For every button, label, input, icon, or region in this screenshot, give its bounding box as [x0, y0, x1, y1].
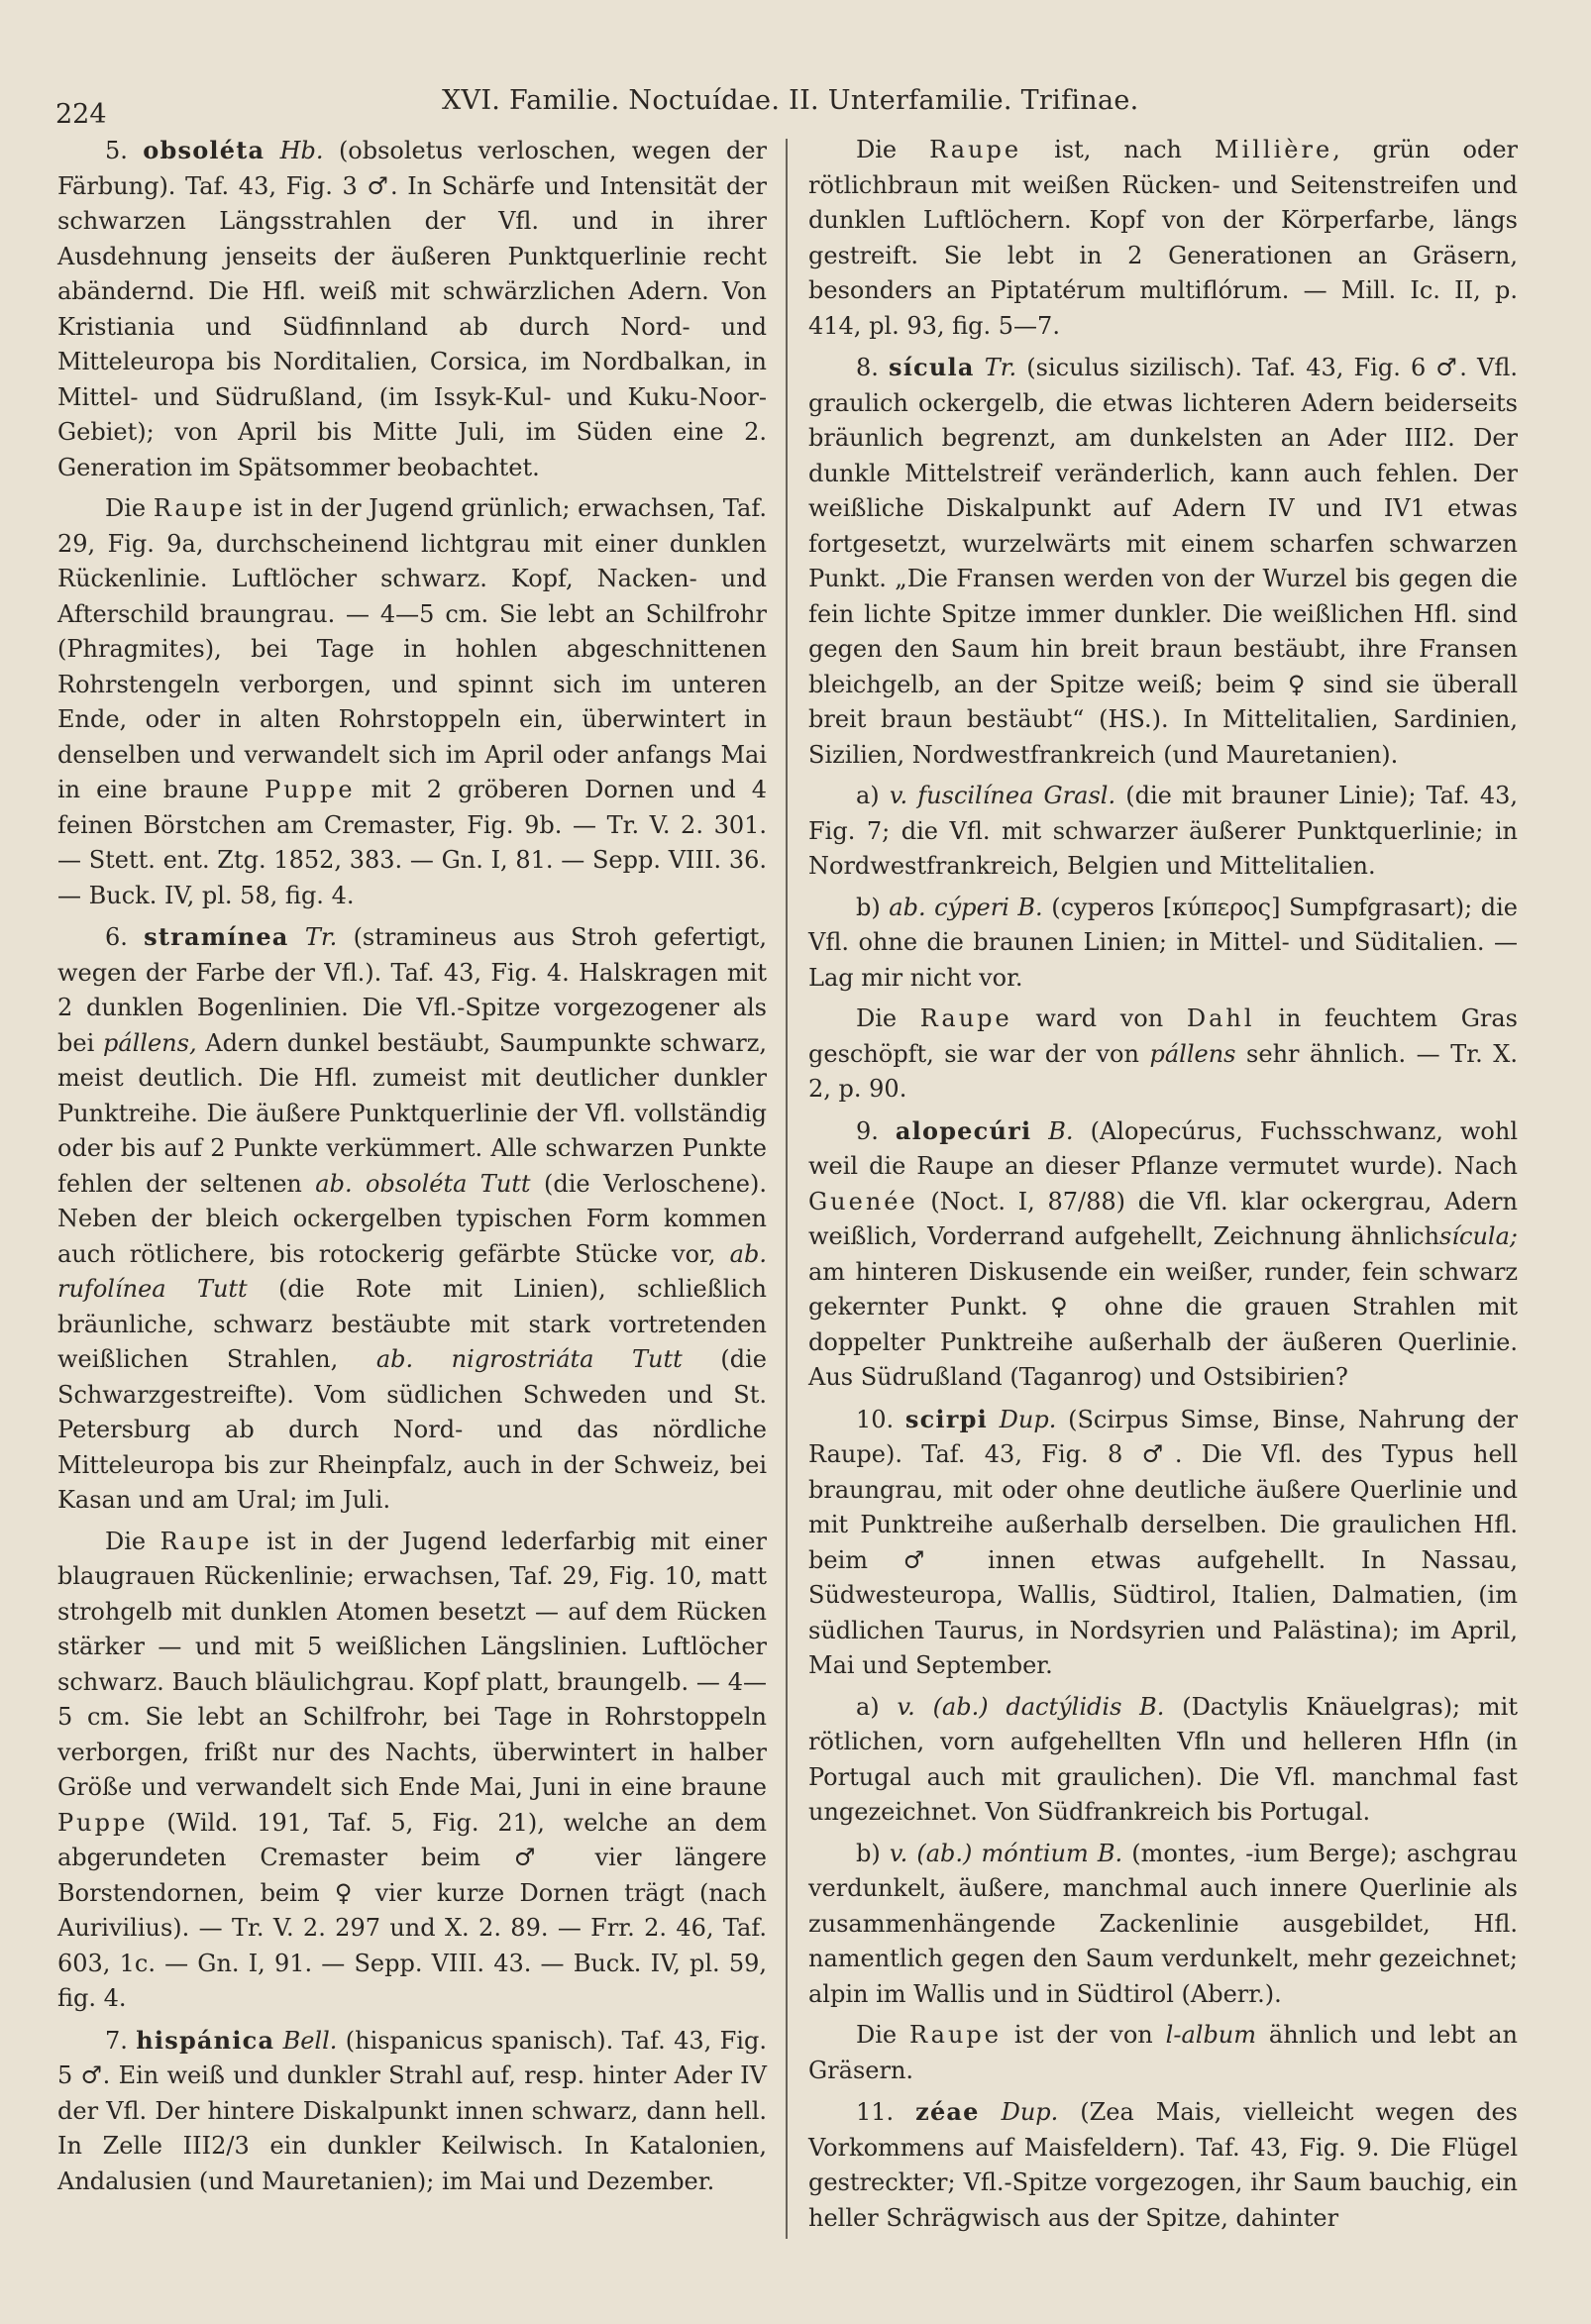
- entry-number: 6.: [105, 923, 128, 951]
- text: Die: [856, 1004, 898, 1032]
- text: ist der von: [1013, 2021, 1153, 2049]
- text: Die: [105, 1527, 147, 1555]
- text: ist in der Jugend lederfarbig mit einer blaugrauen Rückenlinie; erwachsen, Taf. 29, Fig. 10, matt strohgelb mit dunklen Atomen besetzt — auf dem Rücken stärker — und mit 5 weißlichen Längslinien. Luftlöcher schwarz. Bauch bläulichgrau. Kopf platt, braungelb. — 4—5 cm. Sie lebt an Schilfrohr, bei Tage in Rohrstoppeln verborgen, frißt nur des Nachts, überwintert in halber Größe und verwandelt sich Ende Mai, Juni in eine braune: [57, 1527, 767, 1801]
- author: Tr.: [984, 354, 1017, 381]
- author: Dup.: [999, 1405, 1057, 1433]
- variety-name: v. (ab.) dactýlidis B.: [897, 1692, 1165, 1721]
- author: B.: [1048, 1116, 1074, 1145]
- species-name: hispánica: [136, 2025, 275, 2055]
- entry-number: 5.: [105, 137, 128, 164]
- raupe-term: Raupe: [153, 494, 246, 522]
- entry-scirpi: [808, 1402, 1518, 1684]
- entry-straminea: [57, 919, 767, 1519]
- entry-text: (siculus sizilisch). Taf. 43, Fig. 6 ♂. Vfl. graulich ockergelb, die etwas lichteren Adern beiderseits bräunlich begrenzt, am dunkelsten an Ader III2. Der dunkle Mittelstreif veränderlich, kann auch fehlen. Der weißliche Diskalpunkt auf Adern IV und IV1 etwas fortgesetzt, wurzelwärts mit einem scharfen schwarzen Punkt. „Die Fransen werden von der Wurzel bis gegen die fein lichte Spitze immer dunkler. Die weißlichen Hfl. sind gegen den Saum hin breit braun bestäubt, ihre Fransen bleichgelb, an der Spitze weiß; beim ♀ sind sie überall breit braun bestäubt“ (HS.). In Mittelitalien, Sardinien, Sizilien, Nordwestfrankreich (und Mauretanien).: [808, 354, 1518, 769]
- text: (stramineus aus Stroh gefertigt, wegen der Farbe der Vfl.). Taf. 43, Fig. 4. Halskragen mit 2 dunklen Bogenlinien. Die Vfl.-Spitze vorgezogener als bei: [57, 923, 767, 1057]
- text: mit 2 gröberen Dornen und 4 feinen Börstchen am Cremaster, Fig. 9b. — Tr. V. 2. 301. — Stett. ent. Ztg. 1852, 383. — Gn. I, 81. — Sepp. VIII. 36. — Buck. IV, pl. 58, fig. 4.: [57, 776, 767, 909]
- text: a): [856, 782, 880, 809]
- text: ist, nach: [1054, 136, 1182, 163]
- text: sehr ähnlich. — Tr. X. 2, p. 90.: [808, 1039, 1518, 1103]
- author: Tr.: [304, 923, 338, 951]
- text: (Dactylis Knäuelgras); mit rötlichen, vorn aufgehellten Vfln und helleren Hfln (in Portugal auch mit graulichen). Die Vfl. manchmal fast ungezeichnet. Von Südfrankreich bis Portugal.: [808, 1692, 1518, 1826]
- species-name: stramínea: [144, 922, 289, 951]
- entry-number: 8.: [856, 354, 879, 381]
- variety-name: ab. cýperi B.: [889, 893, 1043, 921]
- text: (die Verloschene). Neben der bleich ockergelben typischen Form kommen auch rötlichere, bis rotockerig gefärbte Stücke vor,: [57, 1169, 767, 1268]
- puppe-term: Puppe: [265, 776, 356, 803]
- author-name: Guenée: [808, 1187, 918, 1215]
- entry-text: (Zea Mais, vielleicht wegen des Vorkommens auf Maisfeldern). Taf. 43, Fig. 9. Die Flügel gestreckter; Vfl.-Spitze vorgezogen, ihr Saum bauchig, ein heller Schrägwisch aus der Spitze, dahinter: [808, 2098, 1518, 2232]
- entry-zeae: [808, 2094, 1518, 2236]
- species-name: scirpi: [904, 1404, 988, 1433]
- aberration-name: ab. rufolínea Tutt: [57, 1239, 767, 1303]
- larva-sicula: [808, 1002, 1518, 1108]
- text: a): [856, 1692, 880, 1721]
- entry-number: 7.: [105, 2026, 128, 2055]
- larva-scirpi: [808, 2018, 1518, 2088]
- variety-fuscilinea: [808, 779, 1518, 885]
- variety-name: v. (ab.) móntium B.: [889, 1839, 1123, 1867]
- page-number: 224: [55, 99, 107, 130]
- raupe-term: Raupe: [909, 2021, 1002, 2049]
- text: (Wild. 191, Taf. 5, Fig. 21), welche an dem abgerundeten Cremaster beim ♂ vier längere Borstendornen, beim ♀ vier kurze Dornen trägt (nach Aurivilius). — Tr. V. 2. 297 und X. 2. 89. — Frr. 2. 46, Taf. 603, 1c. — Gn. I, 91. — Sepp. VIII. 43. — Buck. IV, pl. 59, fig. 4.: [57, 1808, 767, 2012]
- entry-number: 9.: [856, 1116, 879, 1145]
- text: (die mit brauner Linie); Taf. 43, Fig. 7; die Vfl. mit schwarzer äußerer Punktquerlinie; in Nordwestfrankreich, Belgien und Mittelitalien.: [808, 782, 1518, 880]
- text: Adern dunkel bestäubt, Saumpunkte schwarz, meist deutlich. Die Hfl. zumeist mit deutlicher dunkler Punktreihe. Die äußere Punktquerlinie der Vfl. vollständig oder bis auf 2 Punkte verkümmert. Alle schwarzen Punkte fehlen der seltenen: [57, 1028, 767, 1198]
- text: b): [856, 1839, 881, 1867]
- entry-obsoleta: [57, 133, 767, 485]
- species-ref: l-album: [1165, 2021, 1257, 2049]
- text: (Noct. I, 87/88) die Vfl. klar ockergrau, Adern weißlich, Vorderrand aufgehellt, Zeichnung ähnlich: [808, 1187, 1518, 1250]
- aberration-name: ab. obsoléta Tutt: [315, 1169, 531, 1198]
- author: Bell.: [282, 2026, 338, 2055]
- text: Die: [105, 494, 147, 522]
- right-column: [808, 133, 1518, 2242]
- species-name: obsoléta: [143, 136, 265, 164]
- left-column: [57, 133, 767, 2205]
- author: Hb.: [279, 137, 324, 164]
- author: Dup.: [1001, 2098, 1059, 2126]
- larva-obsoleta: [57, 491, 767, 913]
- text: (montes, -ium Berge); aschgrau verdunkelt, äußere, manchmal auch innere Querlinie als zusammenhängende Zackenlinie ausgebildet, Hfl. namentlich gegen den Saum verdunkelt, mehr gezeichnet; alpin im Wallis und in Südtirol (Aberr.).: [808, 1839, 1518, 2008]
- variety-cyperi: [808, 891, 1518, 997]
- page-header: [0, 77, 1591, 130]
- entry-hispanica: [57, 2023, 767, 2200]
- puppe-term: Puppe: [57, 1808, 149, 1837]
- text: , grün oder rötlichbraun mit weißen Rücken- und Seitenstreifen und dunklen Luftlöchern. Kopf von der Körperfarbe, längs gestreift. Sie lebt in 2 Generationen an Gräsern, besonders an Piptatérum multiflórum. — Mill. Ic. II, p. 414, pl. 93, fig. 5—7.: [808, 136, 1518, 340]
- entry-number: 10.: [856, 1405, 895, 1433]
- species-name: alopecúri: [895, 1115, 1032, 1145]
- species-name: zéae: [915, 2097, 980, 2126]
- entry-text: (obsoletus verloschen, wegen der Färbung). Taf. 43, Fig. 3 ♂. In Schärfe und Intensität der schwarzen Längsstrahlen der Vfl. und in ihrer Ausdehnung jenseits der äußeren Punktquerlinie recht abändernd. Die Hfl. weiß mit schwärzlichen Adern. Von Kristiania und Südfinnland ab durch Nord- und Mitteleuropa bis Norditalien, Corsica, im Nordbalkan, in Mittel- und Südrußland, (im Issyk-Kul- und Kuku-Noor-Gebiet); von April bis Mitte Juli, im Süden eine 2. Generation im Spätsommer beobachtet.: [57, 137, 767, 481]
- text: ist in der Jugend grünlich; erwachsen, Taf. 29, Fig. 9a, durchscheinend lichtgrau mit einer dunklen Rückenlinie. Luftlöcher schwarz. Kopf, Nacken- und Afterschild braungrau. — 4—5 cm. Sie lebt an Schilfrohr (Phragmites), bei Tage in hohlen abgeschnittenen Rohrstengeln verborgen, und spinnt sich im unteren Ende, oder in alten Rohrstoppeln ein, überwintert in denselben und verwandelt sich im April oder anfangs Mai in eine braune: [57, 494, 767, 803]
- entry-text: (hispanicus spanisch). Taf. 43, Fig. 5 ♂. Ein weiß und dunkler Strahl auf, resp. hinter Ader IV der Vfl. Der hintere Diskalpunkt innen schwarz, dann hell. In Zelle III2/3 ein dunkler Keilwisch. In Katalonien, Andalusien (und Mauretanien); im Mai und Dezember.: [57, 2026, 767, 2195]
- raupe-term: Raupe: [159, 1527, 253, 1555]
- text: b): [856, 893, 881, 921]
- text: Die: [856, 136, 898, 163]
- larva-hispanica: [808, 133, 1518, 344]
- text: ähnlich und lebt an Gräsern.: [808, 2021, 1518, 2084]
- text: (Alopecúrus, Fuchsschwanz, wohl weil die Raupe an dieser Pflanze vermutet wurde). Nach: [808, 1116, 1518, 1180]
- column-divider: [786, 139, 788, 2239]
- text: Die: [856, 2021, 898, 2049]
- species-ref: pállens: [1149, 1039, 1236, 1068]
- running-title: XVI. Familie. Noctuídae. II. Unterfamilie. Trifinae.: [442, 85, 1139, 116]
- variety-dactylidis: [808, 1690, 1518, 1831]
- species-ref: pállens,: [102, 1028, 197, 1057]
- text: (die Rote mit Linien), schließlich bräunliche, schwarz bestäubte mit stark vortretenden weißlichen Strahlen,: [57, 1275, 767, 1373]
- text: (cyperos [κύπερος] Sumpfgrasart); die Vfl. ohne die braunen Linien; in Mittel- und Süditalien. — Lag mir nicht vor.: [808, 893, 1518, 992]
- entry-text: (Scirpus Simse, Binse, Nahrung der Raupe). Taf. 43, Fig. 8 ♂. Die Vfl. des Typus hell braungrau, mit oder ohne deutliche äußere Querlinie und mit Punktreihe außerhalb derselben. Die graulichen Hfl. beim ♂ innen etwas aufgehellt. In Nassau, Südwesteuropa, Wallis, Südtirol, Italien, Dalmatien, (im südlichen Taurus, in Nordsyrien und Palästina); im April, Mai und September.: [808, 1405, 1518, 1679]
- author-name: Millière: [1215, 136, 1333, 163]
- entry-number: 11.: [856, 2098, 895, 2126]
- entry-sicula: [808, 350, 1518, 773]
- species-name: sícula: [889, 353, 975, 381]
- text: (die Schwarzgestreifte). Vom südlichen Schweden und St. Petersburg ab durch Nord- und das nördliche Mitteleuropa bis zur Rheinpfalz, auch in der Schweiz, bei Kasan und am Ural; im Juli.: [57, 1345, 767, 1514]
- larva-straminea: [57, 1525, 767, 2017]
- text: am hinteren Diskusende ein weißer, runder, fein schwarz gekernter Punkt. ♀ ohne die grauen Strahlen mit doppelter Punktreihe außerhalb der äußeren Querlinie. Aus Südrußland (Taganrog) und Ostsibirien?: [808, 1257, 1518, 1391]
- species-ref: sícula;: [1439, 1222, 1518, 1250]
- aberration-name: ab. nigrostriáta Tutt: [375, 1345, 683, 1373]
- raupe-term: Raupe: [919, 1004, 1012, 1032]
- text: in feuchtem Gras geschöpft, sie war der von: [808, 1004, 1518, 1068]
- text: ward von: [1035, 1004, 1164, 1032]
- variety-montium: [808, 1837, 1518, 2013]
- author-name: Dahl: [1186, 1004, 1255, 1032]
- variety-name: v. fuscilínea Grasl.: [889, 782, 1116, 809]
- entry-alopecuri: [808, 1113, 1518, 1396]
- raupe-term: Raupe: [929, 136, 1022, 163]
